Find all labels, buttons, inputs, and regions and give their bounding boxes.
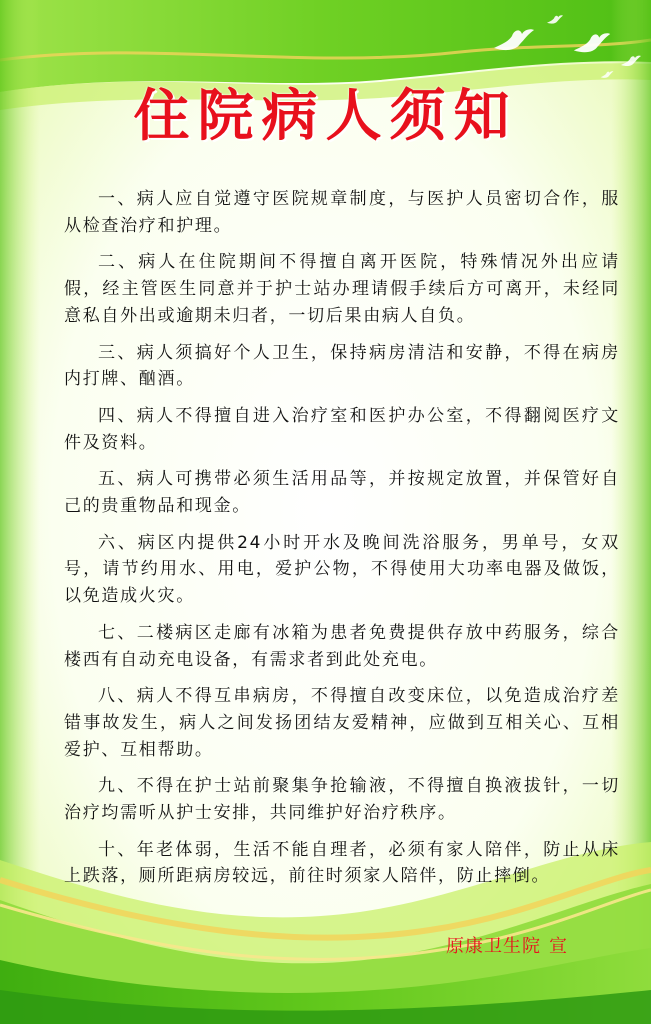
rule-item: 五、病人可携带必须生活用品等，并按规定放置，并保管好自己的贵重物品和现金。 (64, 469, 620, 517)
rules-list (64, 186, 620, 900)
dove-icon (620, 54, 642, 69)
issuer-signature (446, 932, 626, 962)
rule-item: 一、病人应自觉遵守医院规章制度，与医护人员密切合作，服从检查治疗和护理。 (64, 189, 620, 236)
rule-item: 四、病人不得擅自进入治疗室和医护办公室，不得翻阅医疗文件及资料。 (64, 405, 620, 453)
issuer-name: 原康卫生院 (446, 936, 541, 957)
rule-item: 八、病人不得互串病房，不得擅自改变床位，以免造成治疗差错事故发生，病人之间发扬团结友爱精神，应做到互相关心、互相爱护、互相帮助。 (64, 686, 620, 760)
dove-icon (492, 26, 536, 56)
dove-icon (572, 30, 612, 58)
rule-item: 二、病人在住院期间不得擅自离开医院，特殊情况外出应请假，经主管医生同意并于护士站办理请假手续后方可离开，未经同意私自外出或逾期未归者，一切后果由病人自负。 (64, 252, 620, 326)
dove-icon (546, 14, 564, 26)
rule-item: 三、病人须搞好个人卫生，保持病房清洁和安静，不得在病房内打牌、酗酒。 (64, 342, 620, 390)
page-title: 住院病人须知 (133, 84, 518, 149)
rule-item: 十、年老体弱，生活不能自理者，必须有家人陪伴，防止从床上跌落，厕所距病房较远，前往时须家人陪伴，防止摔倒。 (64, 839, 620, 887)
dove-icon (600, 70, 614, 80)
rule-item: 九、不得在护士站前聚集争抢输液，不得擅自换液拔针，一切治疗均需听从护士安排，共同维护好治疗秩序。 (64, 776, 620, 824)
rule-item: 七、二楼病区走廊有冰箱为患者免费提供存放中药服务，综合楼西有自动充电设备，有需求者到此处充电。 (64, 622, 620, 670)
issuer-suffix: 宣 (549, 936, 568, 957)
rule-item: 六、病区内提供24小时开水及晚间洗浴服务，男单号，女双号，请节约用水、用电，爱护公物，不得使用大功率电器及做饭，以免造成火灾。 (64, 532, 620, 607)
